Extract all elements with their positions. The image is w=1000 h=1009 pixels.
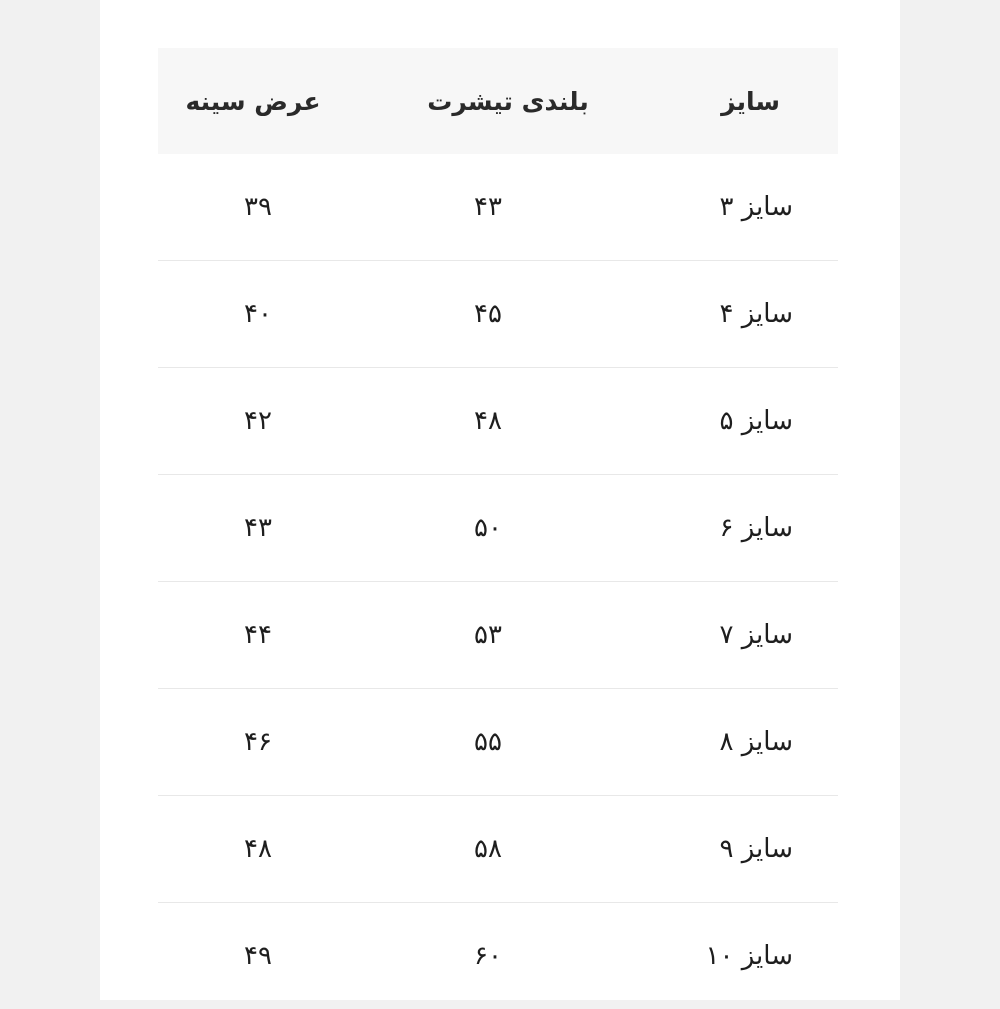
header-tshirt-length: بلندی تیشرت <box>378 48 628 154</box>
cell-size: سایز ۸ <box>628 689 838 796</box>
cell-tshirt-length: ۵۵ <box>378 689 628 796</box>
cell-chest-width: ۴۸ <box>158 796 378 903</box>
cell-size: سایز ۵ <box>628 368 838 475</box>
table-row <box>158 154 838 261</box>
content-panel <box>100 0 900 1000</box>
size-chart-table <box>158 48 838 1009</box>
cell-chest-width: ۴۲ <box>158 368 378 475</box>
table-body <box>158 154 838 1009</box>
cell-tshirt-length: ۴۳ <box>378 154 628 261</box>
cell-chest-width: ۴۹ <box>158 903 378 1009</box>
table-header <box>158 48 838 154</box>
cell-tshirt-length: ۵۰ <box>378 475 628 582</box>
table-row <box>158 475 838 582</box>
cell-tshirt-length: ۴۵ <box>378 261 628 368</box>
cell-chest-width: ۴۴ <box>158 582 378 689</box>
header-chest-width: عرض سینه <box>158 48 378 154</box>
cell-size: سایز ۳ <box>628 154 838 261</box>
cell-chest-width: ۳۹ <box>158 154 378 261</box>
cell-size: سایز ۱۰ <box>628 903 838 1009</box>
cell-size: سایز ۶ <box>628 475 838 582</box>
table-row <box>158 368 838 475</box>
cell-tshirt-length: ۴۸ <box>378 368 628 475</box>
table-row <box>158 689 838 796</box>
table-row <box>158 796 838 903</box>
table-row <box>158 903 838 1009</box>
cell-chest-width: ۴۰ <box>158 261 378 368</box>
header-size: سایز <box>628 48 838 154</box>
cell-tshirt-length: ۶۰ <box>378 903 628 1009</box>
cell-chest-width: ۴۳ <box>158 475 378 582</box>
cell-size: سایز ۴ <box>628 261 838 368</box>
table-row <box>158 261 838 368</box>
cell-chest-width: ۴۶ <box>158 689 378 796</box>
header-row <box>158 48 838 154</box>
cell-size: سایز ۹ <box>628 796 838 903</box>
cell-tshirt-length: ۵۸ <box>378 796 628 903</box>
cell-tshirt-length: ۵۳ <box>378 582 628 689</box>
cell-size: سایز ۷ <box>628 582 838 689</box>
table-row <box>158 582 838 689</box>
